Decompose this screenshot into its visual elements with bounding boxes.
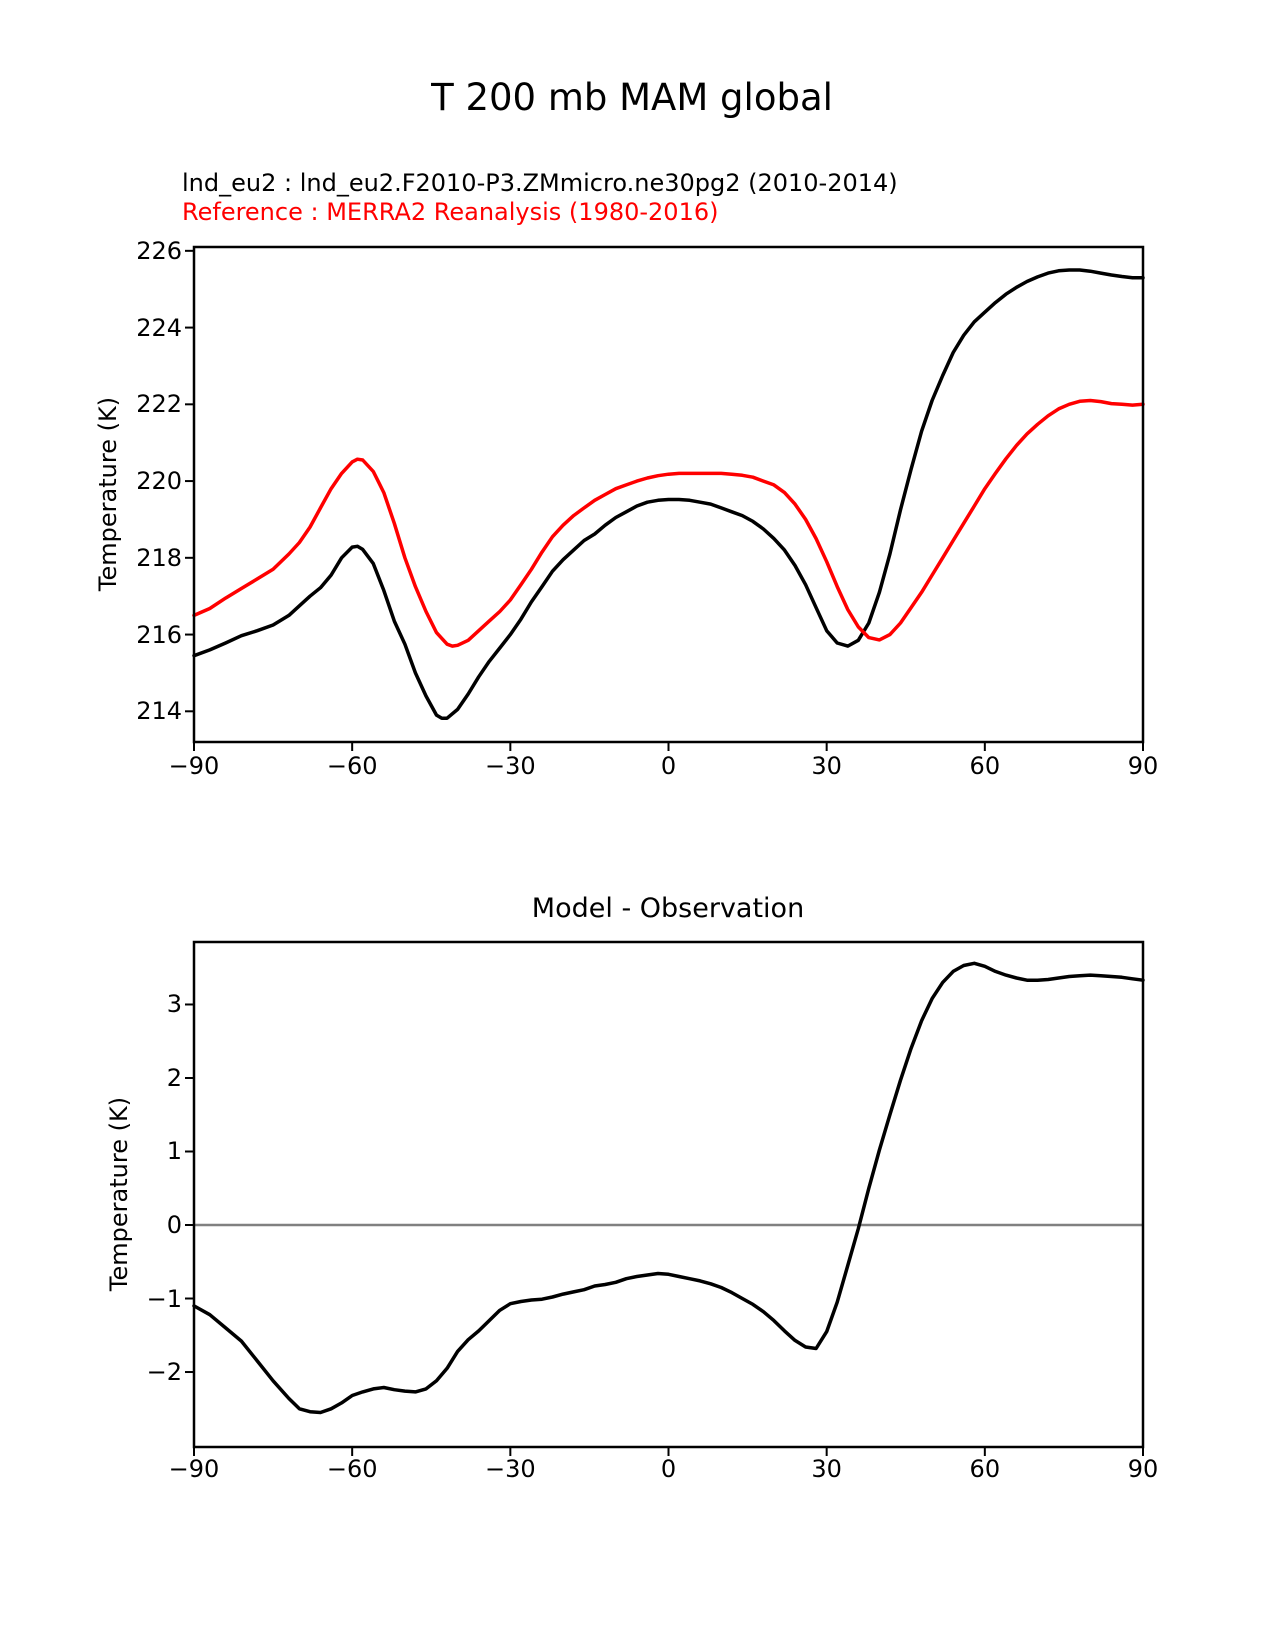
page-title: T 200 mb MAM global [431,76,833,119]
top-panel-x-tick-label: −60 [326,752,378,780]
bottom-panel-model-minus-observation-curve [194,963,1143,1412]
bottom-panel-x-tick-label: −90 [168,1455,220,1483]
legend-model-label: lnd_eu2 : lnd_eu2.F2010-P3.ZMmicro.ne30pg2 (2010-2014) [182,169,898,197]
top-panel-lnd_eu2-model-curve [194,270,1143,718]
top-panel-y-tick-label: 224 [136,313,182,342]
top-panel-x-tick-label: −90 [168,752,220,780]
top-panel-x-tick-label: 90 [1127,752,1159,780]
bottom-panel-border [194,942,1143,1447]
bottom-panel-y-tick-label: −1 [146,1284,182,1313]
legend-reference-label: Reference : MERRA2 Reanalysis (1980-2016) [182,198,719,226]
top-panel-y-tick-label: 218 [136,543,182,572]
bottom-panel-y-axis-label: Temperature (K) [105,1096,133,1292]
top-panel-x-tick-label: 0 [660,752,677,780]
bottom-panel-y-tick-label: 0 [166,1211,182,1239]
top-panel-y-tick-label: 226 [136,236,182,265]
top-panel-y-tick-label: 216 [136,620,182,649]
bottom-panel-x-tick-label: −60 [326,1455,378,1483]
bottom-panel-y-tick-label: 1 [166,1137,182,1166]
bottom-panel-x-tick-label: 60 [969,1455,1001,1483]
bottom-panel-x-tick-label: 0 [660,1455,677,1483]
bottom-panel-x-tick-label: 90 [1127,1455,1159,1483]
top-panel-y-axis-label: Temperature (K) [94,396,122,592]
bottom-panel-y-tick-label: −2 [146,1358,182,1387]
bottom-panel-x-tick-label: 30 [811,1455,842,1483]
top-panel-y-tick-label: 220 [136,467,182,496]
top-panel-x-tick-label: −30 [485,752,536,780]
bottom-panel-title: Model - Observation [531,893,805,924]
top-panel-MERRA2-Reanalysis-reference-curve [194,401,1143,647]
top-panel-x-tick-label: 30 [811,752,842,780]
bottom-panel-y-tick-label: 3 [166,990,182,1019]
bottom-panel-x-tick-label: −30 [485,1455,536,1483]
top-panel-border [194,247,1143,742]
top-panel-y-tick-label: 222 [136,390,182,419]
bottom-panel-y-tick-label: 2 [166,1063,182,1092]
top-panel-y-tick-label: 214 [136,697,182,726]
top-panel-x-tick-label: 60 [969,752,1001,780]
